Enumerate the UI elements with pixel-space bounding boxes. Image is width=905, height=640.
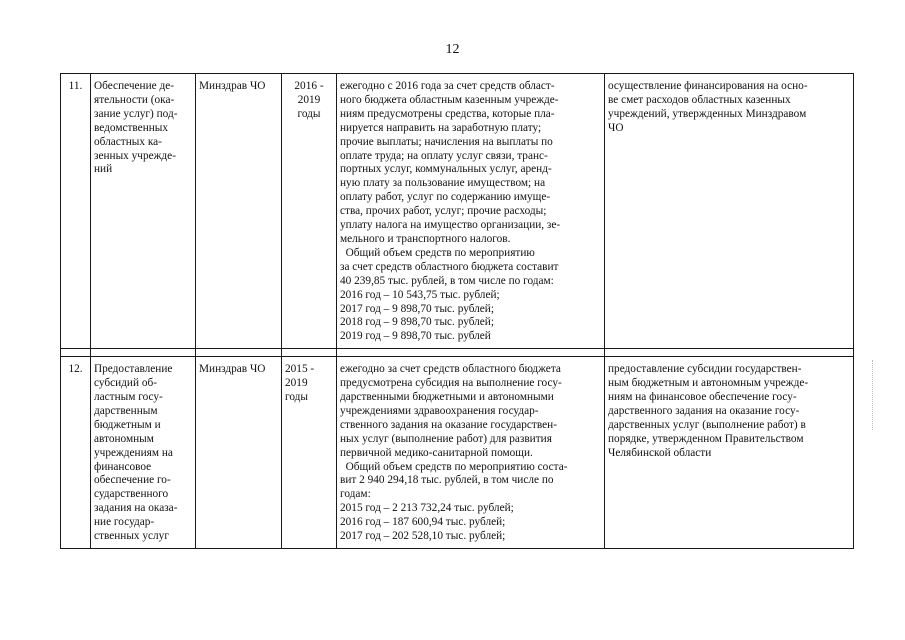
measures-table [60,73,854,549]
period-cell [282,357,337,549]
description-cell [337,357,605,549]
executor: Минздрав ЧО [199,80,266,92]
period-cell [282,74,337,349]
executor-cell [196,74,282,349]
table-row [61,357,854,549]
period: 2015 - 2019 годы [285,363,315,404]
row-number: 11. [68,80,83,92]
description: ежегодно с 2016 года за счет средств област- ного бюджета областным казенным учрежде- ниям предусмотрены средства, которые пла- нируется направить на заработную плату; прочие выплаты; начисления на выплаты по оплате труда; на оплату услуг связи, транс- портных услуг, коммунальных услуг, аренд- ную плату за пользование имуществом; на оплату работ, услуг по содержанию имуще- ства, прочих работ, услуг; прочие расходы; уплату налога на имущество организации, зе- мельного и транспортного налогов. Общий объем средств по мероприятию за счет средств областного бюджета составит 40 239,85 тыс. рублей, в том числе по годам: 2016 год – 10 543,75 тыс. рублей; 2017 год – 9 898,70 тыс. рублей; 2018 год – 9 898,70 тыс. рублей; 2019 год – 9 898,70 тыс. рублей [340,80,561,343]
description-cell [337,74,605,349]
measure-name: Предоставление субсидий об- ластным госу- дарственным бюджетным и автономным учреждениям на финансовое обеспечение го- сударственного задания на оказа- ние государ- ственных услуг [94,363,178,543]
row-number-cell [61,74,91,349]
expected-result: предоставление субсидии государствен- ным бюджетным и автономным учрежде- ниям на финансовое обеспечение госу- дарственного задания на оказание госу- дарственных услуг (выполнение работ) в порядке, утвержденном Правительством Челябинской области [608,363,809,459]
measure-name-cell [91,357,196,549]
measure-name: Обеспечение де- ятельности (ока- зание услуг) под- ведомственных областных ка- зенных учрежде- ний [94,80,178,176]
expected-result: осуществление финансирования на осно- ве смет расходов областных казенных учреждений, утвержденных Минздравом ЧО [608,80,808,134]
table-row [61,74,854,349]
measure-name-cell [91,74,196,349]
executor-cell [196,357,282,549]
period: 2016 - 2019 годы [294,80,324,120]
margin-scan-marks [872,360,879,430]
result-cell [605,357,854,549]
table-spacer-row [61,349,854,357]
result-cell [605,74,854,349]
description: ежегодно за счет средств областного бюджета предусмотрена субсидия на выполнение госу- дарственными бюджетными и автономными учреждениями здравоохранения государ- ственного задания на оказание государствен- ных услуг (выполнение работ) для развития первичной медико-санитарной помощи. Общий объем средств по мероприятию соста- вит 2 940 294,18 тыс. рублей, в том числе по годам: 2015 год – 2 213 732,24 тыс. рублей; 2016 год – 187 600,94 тыс. рублей; 2017 год – 202 528,10 тыс. рублей; [340,363,568,543]
row-number: 12. [68,363,83,376]
executor: Минздрав ЧО [199,363,266,376]
row-number-cell [61,357,91,549]
page-number: 12 [445,42,460,57]
